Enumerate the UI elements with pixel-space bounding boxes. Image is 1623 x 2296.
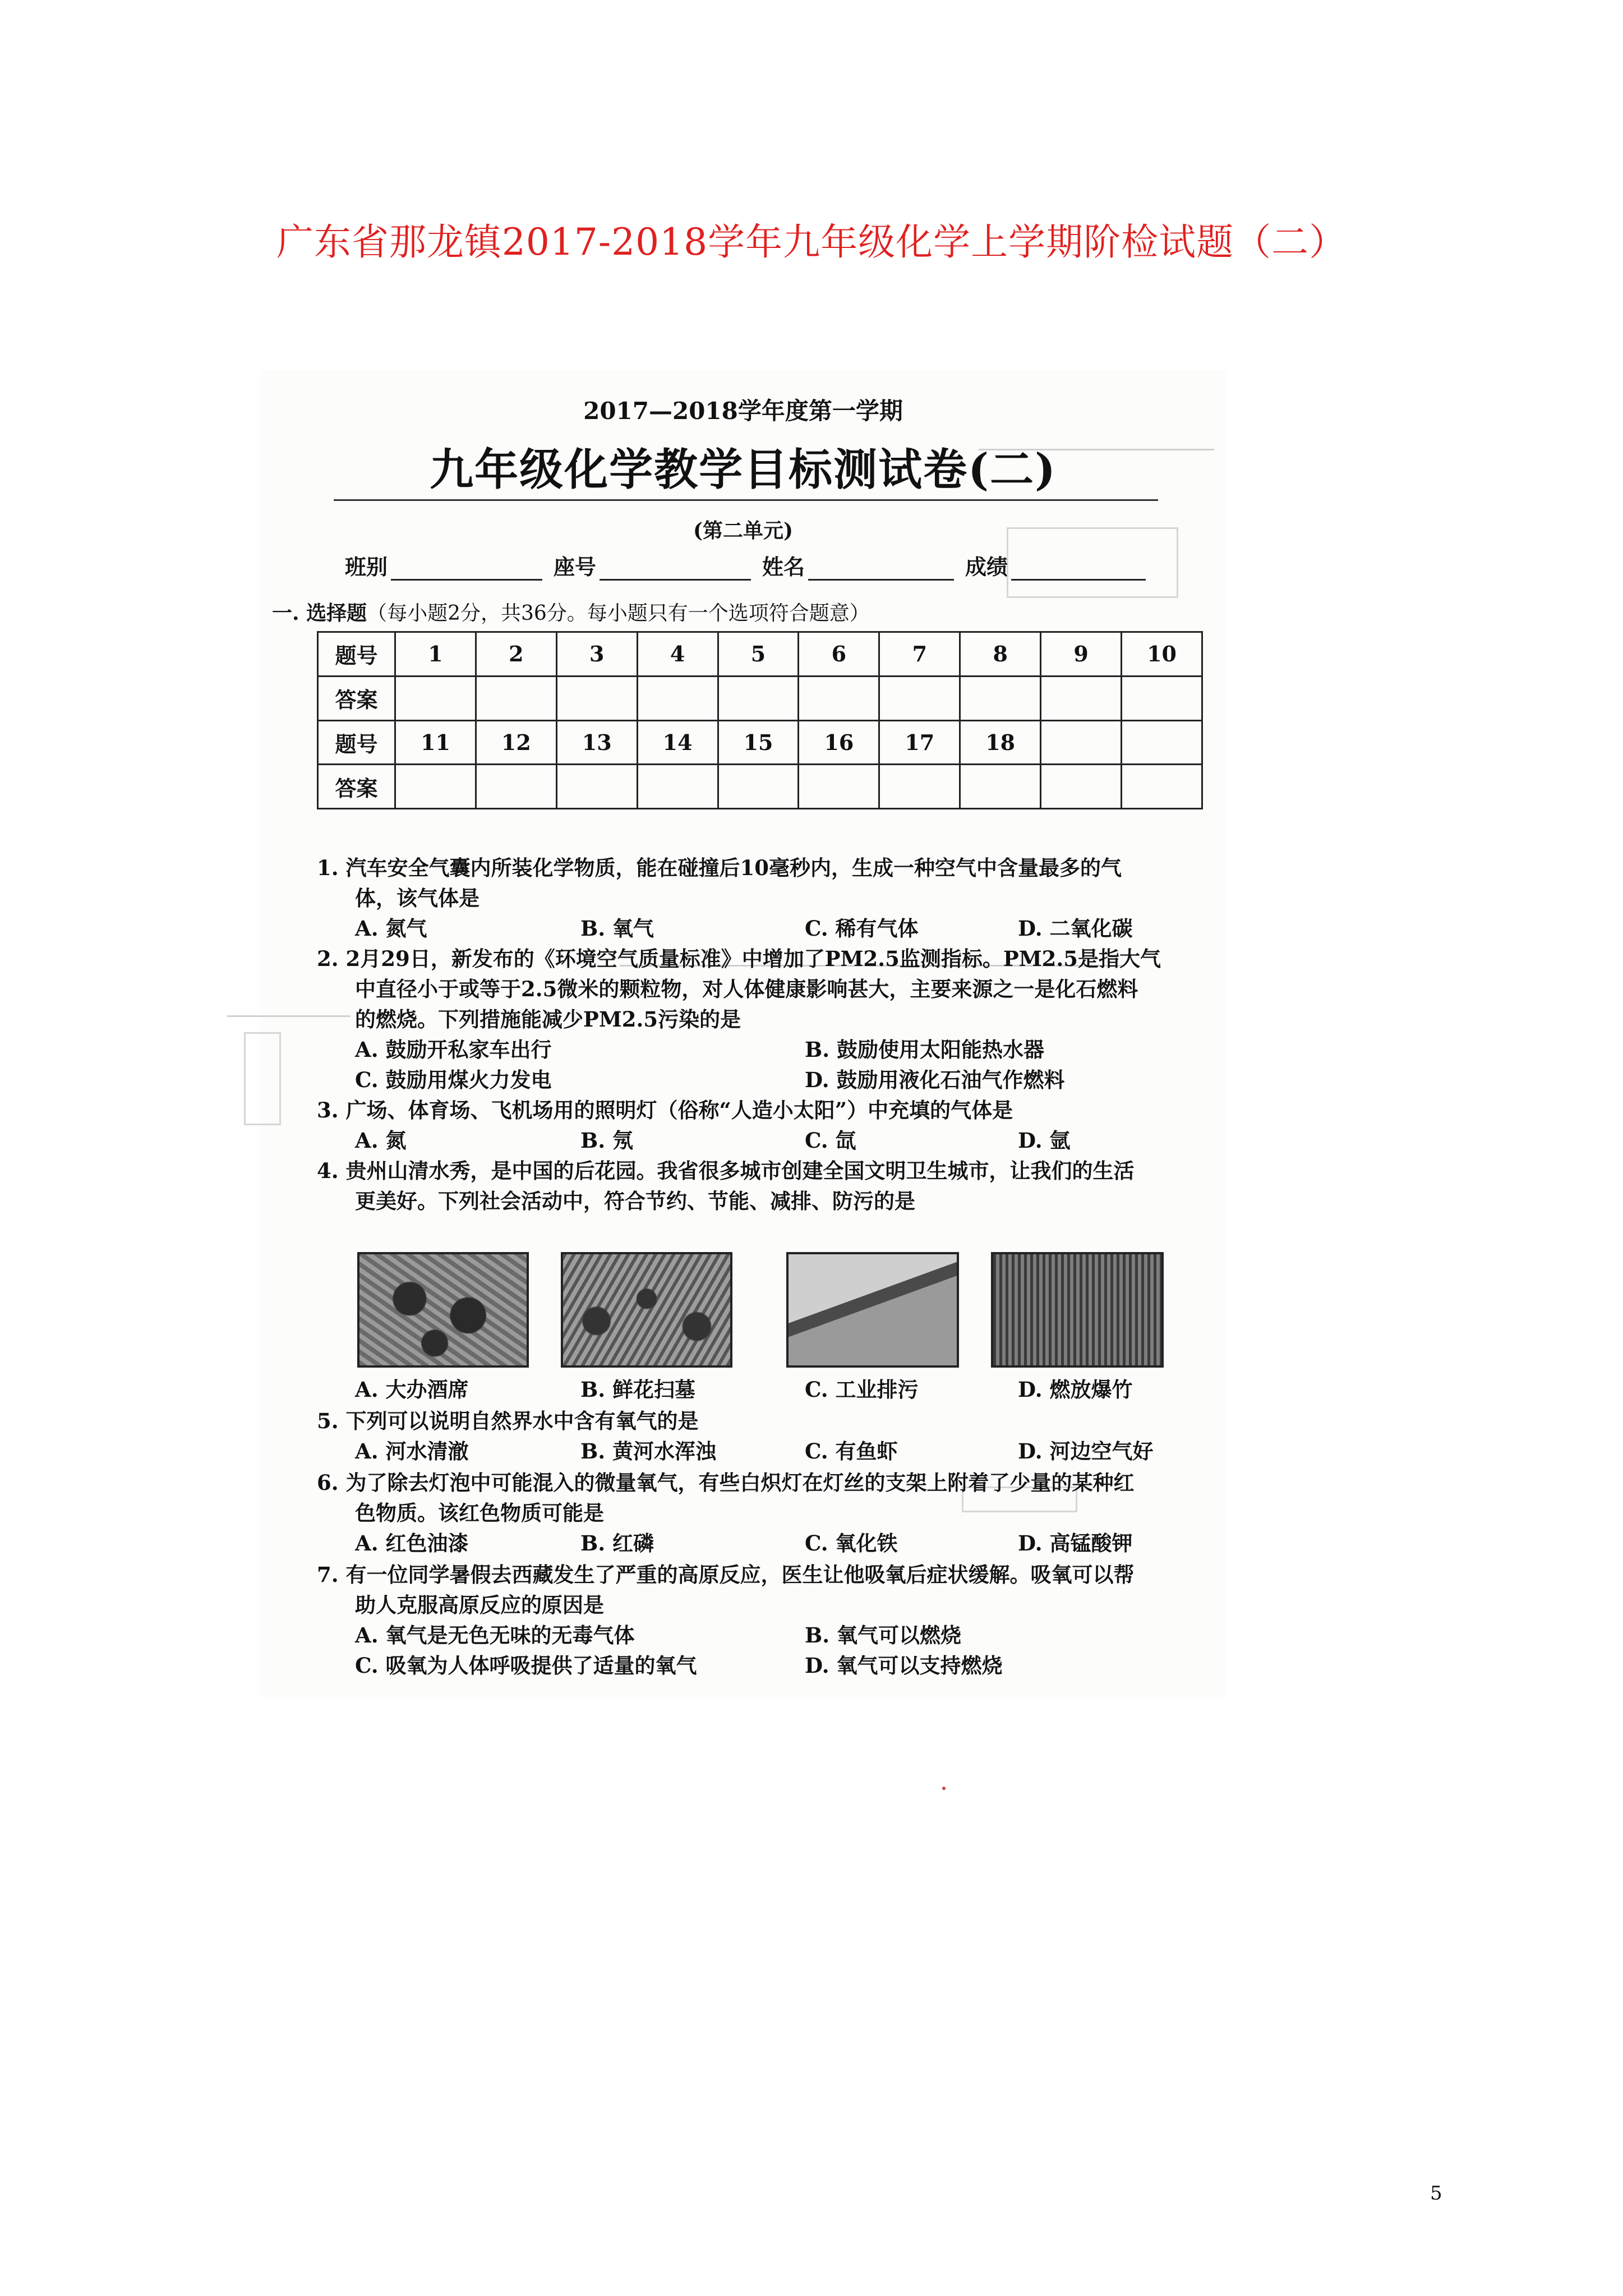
option-b[interactable]: B. 红磷	[580, 1531, 654, 1556]
answer-cell[interactable]	[799, 765, 879, 809]
option-a[interactable]: A. 鼓励开私家车出行	[355, 1037, 552, 1062]
option-d[interactable]: D. 氧气可以支持燃烧	[805, 1653, 1003, 1678]
answer-cell[interactable]	[879, 676, 960, 720]
option-b[interactable]: B. 氧气可以燃烧	[805, 1623, 962, 1648]
section-1-title: 一. 选择题	[272, 601, 367, 625]
answer-cell[interactable]	[637, 765, 718, 809]
table-row	[318, 676, 1202, 720]
empty-cell	[1122, 765, 1202, 809]
question-stem: 7. 有一位同学暑假去西藏发生了严重的高原反应，医生让他吸氧后症状缓解。吸氧可以帮	[317, 1562, 1135, 1587]
answer-cell[interactable]	[395, 765, 476, 809]
option-a[interactable]: A. 氮气	[355, 916, 427, 941]
question-3	[317, 1095, 1192, 1156]
option-b[interactable]: B. 鲜花扫墓	[580, 1377, 696, 1402]
option-d[interactable]: D. 河边空气好	[1018, 1439, 1154, 1464]
row-label: 答案	[318, 765, 395, 809]
option-c[interactable]: C. 有鱼虾	[805, 1439, 898, 1464]
firecrackers-photo	[991, 1252, 1164, 1368]
question-stem: 的燃烧。下列措施能减少PM2.5污染的是	[355, 1007, 741, 1032]
options-row	[317, 1620, 1192, 1650]
question-number: 1	[395, 632, 476, 677]
question-1	[317, 853, 1192, 944]
question-number: 10	[1122, 632, 1202, 677]
class-field[interactable]	[391, 556, 542, 581]
row-label: 答案	[318, 676, 395, 720]
question-4-options	[317, 1374, 1192, 1405]
student-info-row	[345, 550, 1157, 581]
question-number: 16	[799, 720, 879, 765]
question-number: 6	[799, 632, 879, 677]
answer-cell[interactable]	[1041, 676, 1122, 720]
empty-cell	[1041, 720, 1122, 765]
question-number: 13	[556, 720, 637, 765]
question-number: 8	[960, 632, 1041, 677]
question-4	[317, 1156, 1192, 1216]
scan-speck	[942, 1787, 946, 1790]
question-stem: 5. 下列可以说明自然界水中含有氧气的是	[317, 1409, 699, 1433]
class-label: 班别	[345, 554, 388, 579]
exam-title: 九年级化学教学目标测试卷(二)	[430, 444, 1057, 495]
option-a[interactable]: A. 河水清澈	[355, 1439, 469, 1464]
exam-unit: (第二单元)	[693, 519, 794, 542]
options-row	[317, 1650, 1192, 1681]
question-number: 3	[556, 632, 637, 677]
option-d[interactable]: D. 高锰酸钾	[1018, 1531, 1133, 1556]
name-field[interactable]	[808, 556, 954, 581]
section-1-note: （每小题2分，共36分。每小题只有一个选项符合题意）	[367, 602, 870, 625]
options-row	[317, 1125, 1192, 1156]
question-5	[317, 1406, 1192, 1466]
question-stem: 4. 贵州山清水秀，是中国的后花园。我省很多城市创建全国文明卫生城市，让我们的生活	[317, 1158, 1135, 1183]
answer-cell[interactable]	[799, 676, 879, 720]
score-field[interactable]	[1011, 556, 1146, 581]
table-row	[318, 632, 1202, 677]
answer-cell[interactable]	[1122, 676, 1202, 720]
seat-field[interactable]	[600, 556, 751, 581]
options-row	[317, 1436, 1192, 1466]
option-b[interactable]: B. 氧气	[580, 916, 654, 941]
question-number: 12	[476, 720, 556, 765]
question-number: 14	[637, 720, 718, 765]
option-c[interactable]: C. 稀有气体	[805, 916, 919, 941]
seat-label: 座号	[554, 554, 597, 579]
option-d[interactable]: D. 燃放爆竹	[1018, 1377, 1133, 1402]
option-c[interactable]: C. 氧化铁	[805, 1531, 898, 1556]
exam-year: 2017—2018学年度第一学期	[583, 397, 903, 425]
question-6	[317, 1467, 1192, 1558]
question-stem: 色物质。该红色物质可能是	[355, 1501, 604, 1525]
empty-cell	[1122, 720, 1202, 765]
banquet-photo	[357, 1252, 529, 1368]
option-a[interactable]: A. 氧气是无色无味的无毒气体	[355, 1623, 635, 1648]
options-row	[317, 1528, 1192, 1558]
option-d[interactable]: D. 鼓励用液化石油气作燃料	[805, 1068, 1065, 1092]
option-c[interactable]: C. 吸氧为人体呼吸提供了适量的氧气	[355, 1653, 697, 1678]
table-row	[318, 720, 1202, 765]
question-number: 5	[718, 632, 799, 677]
options-row	[317, 1034, 1192, 1065]
question-number: 9	[1041, 632, 1122, 677]
row-label: 题号	[318, 720, 395, 765]
question-number: 2	[476, 632, 556, 677]
option-b[interactable]: B. 氖	[580, 1128, 634, 1153]
option-a[interactable]: A. 红色油漆	[355, 1531, 469, 1556]
answer-cell[interactable]	[556, 676, 637, 720]
score-label: 成绩	[965, 554, 1008, 579]
answer-cell[interactable]	[476, 765, 556, 809]
question-stem: 助人克服高原反应的原因是	[355, 1593, 604, 1617]
option-b[interactable]: B. 鼓励使用太阳能热水器	[805, 1037, 1045, 1062]
industrial-discharge-photo	[786, 1252, 959, 1368]
question-number: 17	[879, 720, 960, 765]
page-number: 5	[1430, 2182, 1442, 2205]
row-label: 题号	[318, 632, 395, 677]
answer-cell[interactable]	[637, 676, 718, 720]
question-number: 18	[960, 720, 1041, 765]
question-2	[317, 944, 1192, 1095]
answer-cell[interactable]	[718, 676, 799, 720]
document-title: 广东省那龙镇2017-2018学年九年级化学上学期阶检试题（二）	[276, 220, 1347, 264]
option-c[interactable]: C. 鼓励用煤火力发电	[355, 1068, 552, 1092]
answer-cell[interactable]	[556, 765, 637, 809]
name-label: 姓名	[762, 554, 805, 579]
option-c[interactable]: C. 工业排污	[805, 1377, 919, 1402]
question-stem: 中直径小于或等于2.5微米的颗粒物，对人体健康影响甚大，主要来源之一是化石燃料	[355, 977, 1138, 1001]
answer-cell[interactable]	[476, 676, 556, 720]
question-number: 11	[395, 720, 476, 765]
answer-cell[interactable]	[395, 676, 476, 720]
question-stem: 更美好。下列社会活动中，符合节约、节能、减排、防污的是	[355, 1189, 915, 1213]
options-row	[317, 913, 1192, 944]
answer-cell[interactable]	[718, 765, 799, 809]
answer-cell[interactable]	[960, 765, 1041, 809]
question-stem: 1. 汽车安全气囊内所装化学物质，能在碰撞后10毫秒内，生成一种空气中含量最多的气	[317, 855, 1122, 880]
option-c[interactable]: C. 氙	[805, 1128, 856, 1153]
options-row	[317, 1374, 1192, 1405]
section-1-heading	[272, 597, 870, 626]
empty-cell	[1041, 765, 1122, 809]
option-a[interactable]: A. 氮	[355, 1128, 407, 1153]
answer-cell[interactable]	[960, 676, 1041, 720]
question-stem: 体，该气体是	[355, 886, 479, 910]
options-row	[317, 1065, 1192, 1095]
option-b[interactable]: B. 黄河水浑浊	[580, 1439, 717, 1464]
scanned-exam-page	[261, 370, 1225, 1697]
question-number: 4	[637, 632, 718, 677]
question-number: 7	[879, 632, 960, 677]
flower-tomb-sweeping-photo	[561, 1252, 732, 1368]
answer-cell[interactable]	[879, 765, 960, 809]
question-7	[317, 1559, 1192, 1681]
bleed-through-box	[244, 1032, 281, 1125]
table-row	[318, 765, 1202, 809]
title-rule	[334, 499, 1158, 501]
question-stem: 3. 广场、体育场、飞机场用的照明灯（俗称“人造小太阳”）中充填的气体是	[317, 1098, 1013, 1122]
answer-table	[317, 631, 1203, 809]
question-stem: 2. 2月29日，新发布的《环境空气质量标准》中增加了PM2.5监测指标。PM2.5是指大气	[317, 946, 1161, 971]
option-a[interactable]: A. 大办酒席	[355, 1377, 469, 1402]
option-d[interactable]: D. 二氧化碳	[1018, 916, 1133, 941]
question-number: 15	[718, 720, 799, 765]
option-d[interactable]: D. 氩	[1018, 1128, 1071, 1153]
question-stem: 6. 为了除去灯泡中可能混入的微量氧气，有些白炽灯在灯丝的支架上附着了少量的某种红	[317, 1470, 1135, 1495]
